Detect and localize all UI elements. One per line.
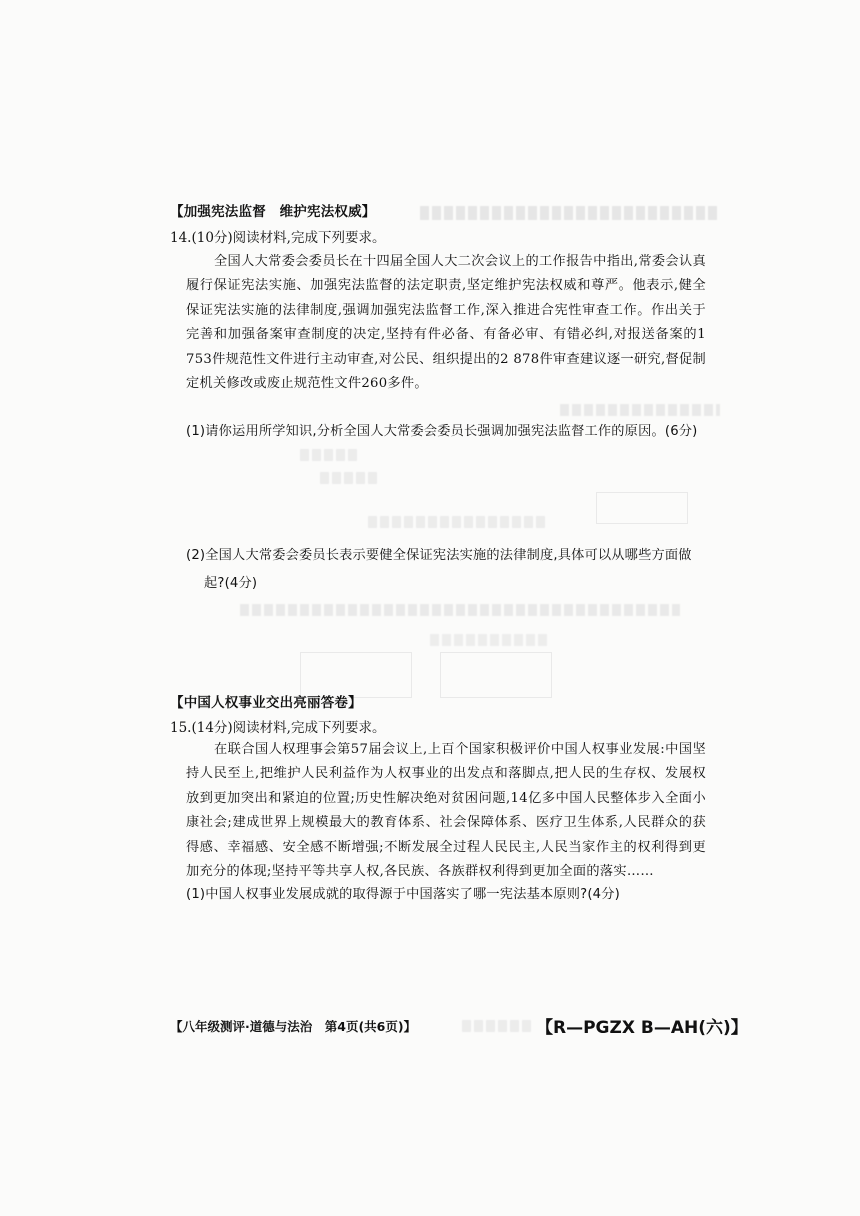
bleed-through-text — [420, 206, 720, 220]
page-footer-left: 【八年级测评·道德与法治 第4页(共6页)】 — [170, 1019, 417, 1034]
bleed-through-box — [440, 652, 552, 698]
bleed-through-text — [368, 516, 548, 528]
question-14-part-1: (1)请你运用所学知识,分析全国人大常委会委员长强调加强宪法监督工作的原因。(6分) — [186, 424, 698, 439]
question-15-part-1: (1)中国人权事业发展成就的取得源于中国落实了哪一宪法基本原则?(4分) — [186, 887, 620, 902]
page-footer-code: 【R—PGZX B—AH(六)】 — [536, 1018, 748, 1038]
bleed-through-text — [240, 604, 680, 616]
question-15-material: 在联合国人权理事会第57届会议上,上百个国家积极评价中国人权事业发展:中国坚持人民至上,把维护人民利益作为人权事业的出发点和落脚点,把人民的生存权、发展权放到更加突出和紧迫的位置;历史性解决绝对贫困问题,14亿多中国人民整体步入全面小康社会;建成世界上规模最大的教育体系、社会保障体系、医疗卫生体系,人民群众的获得感、幸福感、安全感不断增强;不断发展全过程人民民主,人民当家作主的权利得到更加充分的体现;坚持平等共享人权,各民族、各族群权利得到更加全面的落实…… — [186, 742, 706, 880]
question-14-material: 全国人大常委会委员长在十四届全国人大二次会议上的工作报告中指出,常委会认真履行保证宪法实施、加强宪法监督的法定职责,坚定维护宪法权威和尊严。他表示,健全保证宪法实施的法律制度,强调加强宪法监督工作,深入推进合宪性审查工作。作出关于完善和加强备案审查制度的决定,坚持有件必备、有备必审、有错必纠,对报送备案的1 753件规范性文件进行主动审查,对公民、组织提出的2 878件审查建议逐一研究,督促制定机关修改或废止规范性文件260多件。 — [186, 254, 706, 392]
bleed-through-text — [320, 472, 380, 484]
question-14-heading: 14.(10分)阅读材料,完成下列要求。 — [170, 230, 386, 246]
question-14-part-2-line1: (2)全国人大常委会委员长表示要健全保证宪法实施的法律制度,具体可以从哪些方面做 — [186, 548, 692, 563]
bleed-through-text — [430, 634, 550, 646]
question-15-heading: 15.(14分)阅读材料,完成下列要求。 — [170, 720, 386, 736]
bleed-through-text — [300, 449, 360, 461]
question-14-part-2 — [186, 542, 716, 598]
bleed-through-text — [462, 1020, 532, 1032]
question-14-part-2-line2: 起?(4分) — [204, 576, 258, 591]
bleed-through-box — [596, 492, 688, 524]
section-title: 【加强宪法监督 维护宪法权威】 — [170, 204, 376, 220]
section-title: 【中国人权事业交出亮丽答卷】 — [170, 695, 362, 711]
bleed-through-text — [560, 404, 720, 416]
